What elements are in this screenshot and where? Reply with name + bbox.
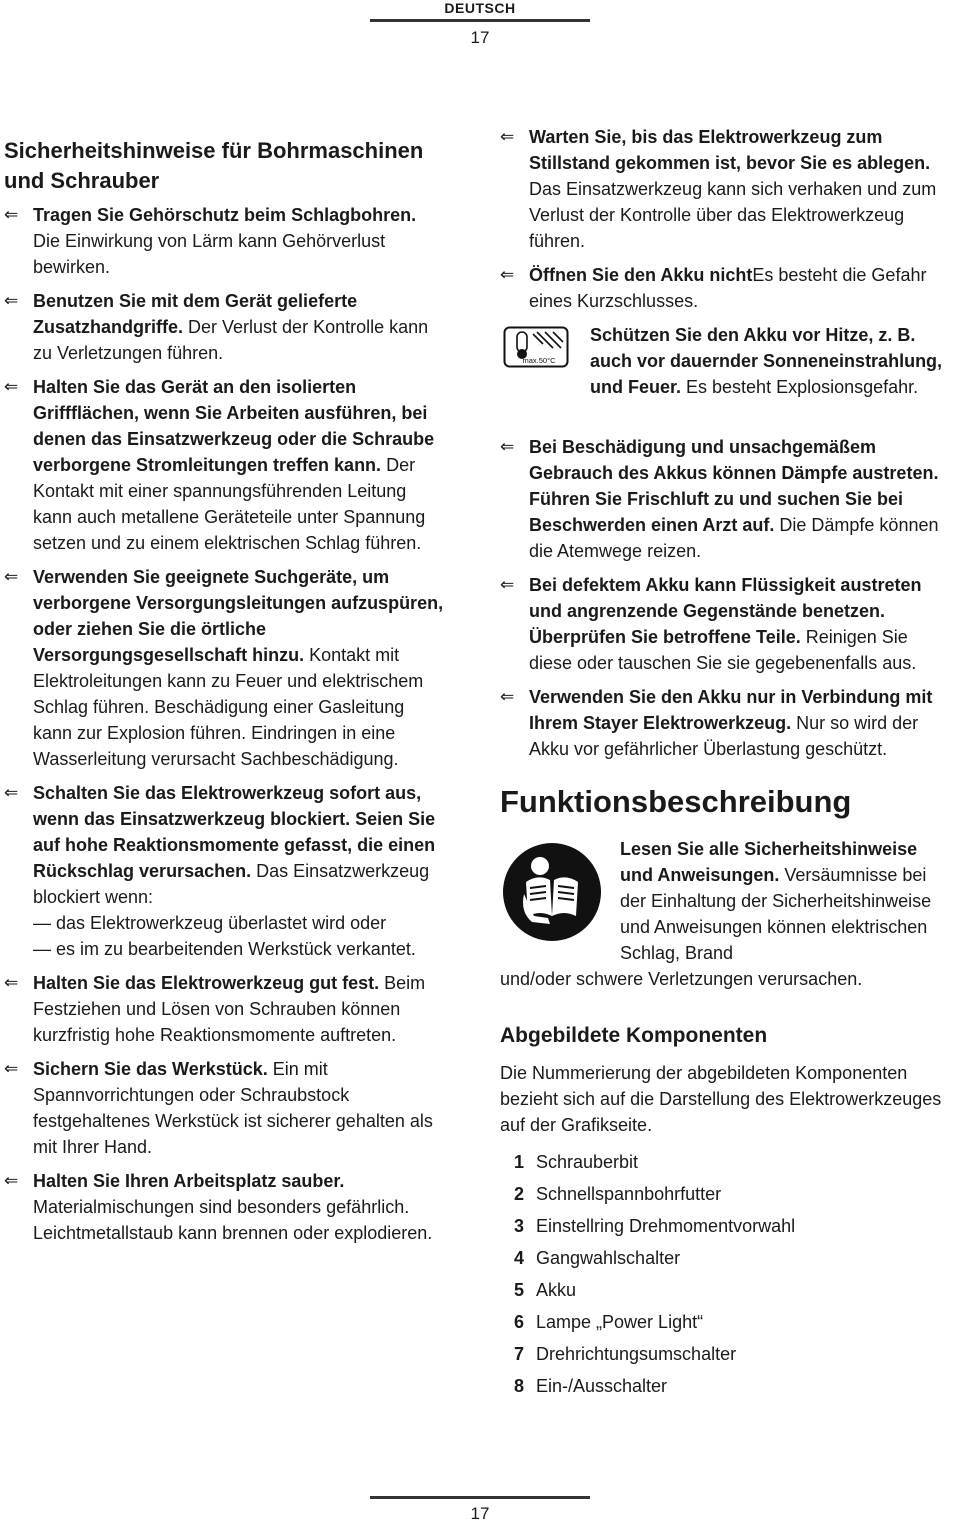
item-text: Es besteht die Gefahr eines Kurzschlusses. — [529, 265, 927, 311]
item-bold: Sichern Sie das Werkstück. — [33, 1059, 268, 1079]
safety-item — [500, 124, 950, 254]
item-label: Schrauberbit — [536, 1152, 639, 1172]
item-bold: Halten Sie das Gerät an den isolierten Griffflächen, wenn Sie Arbeiten ausführen, bei denen das Einsatzwerkzeug oder die Schraube verborgene Stromleitungen treffen kann. — [33, 377, 435, 475]
item-text: Nur so wird der Akku vor gefährlicher Überlastung geschützt. — [529, 713, 919, 759]
item-number: 5 — [514, 1280, 525, 1300]
item-bold: Schalten Sie das Elektrowerkzeug sofort aus, wenn das Einsatzwerkzeug blockiert. Seien Sie auf hohe Reaktionsmomente gefasst, die einen Rückschlag verursachen. — [33, 783, 436, 881]
item-text: Materialmischungen sind besonders gefährlich. Leichtmetallstaub kann brennen oder explodieren. — [33, 1197, 433, 1243]
safety-item — [4, 1056, 444, 1160]
item-text: Das Einsatzwerkzeug kann sich verhaken und zum Verlust der Kontrolle über das Elektrowerkzeug führen. — [529, 179, 937, 251]
components-intro: Die Nummerierung der abgebildeten Komponenten bezieht sich auf die Darstellung des Elektrowerkzeuges auf der Grafikseite. — [500, 1063, 942, 1135]
item-label: Gangwahlschalter — [536, 1248, 681, 1268]
item-bold: Benutzen Sie mit dem Gerät gelieferte Zusatzhandgriffe. — [33, 291, 358, 337]
item-number: 3 — [514, 1216, 525, 1236]
item-bold: Verwenden Sie den Akku nur in Verbindung mit Ihrem Stayer Elektrowerkzeug. — [529, 687, 933, 733]
language-label: DEUTSCH — [444, 0, 516, 16]
heat-warning — [500, 322, 950, 426]
header-rule — [370, 19, 590, 22]
warning-bold: Schützen Sie den Akku vor Hitze, z. B. auch vor dauernder Sonneneinstrahlung, und Feuer. — [590, 325, 943, 397]
left-column — [4, 136, 444, 1254]
item-label: Ein-/Ausschalter — [536, 1376, 668, 1396]
item-label: Lampe „Power Light“ — [536, 1312, 704, 1332]
manual-bold: Lesen Sie alle Sicherheitshinweise und Anweisungen. — [620, 839, 918, 885]
safety-item — [4, 374, 444, 556]
item-text: Ein mit Spannvorrichtungen oder Schraubstock festgehaltenes Werkstück ist sicherer gehalten als mit Ihrer Hand. — [33, 1059, 433, 1157]
item-text: Die Einwirkung von Lärm kann Gehörverlust bewirken. — [33, 231, 386, 277]
list-item — [514, 1146, 950, 1178]
components-heading: Abgebildete Komponenten — [500, 1024, 768, 1047]
manual-text: Versäumnisse bei der Einhaltung der Sicherheitshinweise und Anweisungen können elektrischen Schlag, Brand — [620, 865, 932, 963]
item-bold: Bei defektem Akku kann Flüssigkeit austreten und angrenzende Gegenstände benetzen. Überprüfen Sie betroffene Teile. — [529, 575, 922, 647]
components-list — [500, 1146, 950, 1402]
item-bold: Verwenden Sie geeignete Suchgeräte, um verborgene Versorgungsleitungen aufzuspüren, oder ziehen Sie die örtliche Versorgungsgesellschaft hinzu. — [33, 567, 444, 665]
safety-item — [500, 572, 950, 676]
section-heading-safety: Sicherheitshinweise für Bohrmaschinen und Schrauber — [4, 138, 424, 193]
safety-item — [4, 202, 444, 280]
safety-item — [4, 564, 444, 772]
arrow-icon: ⇐ — [500, 265, 515, 284]
safety-item — [4, 288, 444, 366]
read-manual-icon — [502, 842, 602, 942]
item-bold: Tragen Sie Gehörschutz beim Schlagbohren. — [33, 205, 417, 225]
item-bold: Bei Beschädigung und unsachgemäßem Gebrauch des Akkus können Dämpfe austreten. Führen Sie Frischluft zu und suchen Sie bei Beschwerden einen Arzt auf. — [529, 437, 939, 535]
safety-item — [500, 434, 950, 564]
arrow-icon: ⇐ — [4, 377, 19, 396]
manual-note — [500, 836, 950, 992]
arrow-icon: ⇐ — [500, 687, 515, 706]
safety-item — [4, 1168, 444, 1246]
list-item — [514, 1306, 950, 1338]
page-number-bottom: 17 — [470, 1504, 490, 1523]
item-text: Die Dämpfe können die Atemwege reizen. — [529, 515, 939, 561]
arrow-icon: ⇐ — [500, 437, 515, 456]
item-text: Reinigen Sie diese oder tauschen Sie sie gegebenenfalls aus. — [529, 627, 917, 673]
footer-rule — [370, 1496, 590, 1499]
item-bold: Halten Sie das Elektrowerkzeug gut fest. — [33, 973, 380, 993]
item-text: Der Verlust der Kontrolle kann zu Verletzungen führen. — [33, 317, 429, 363]
list-item — [514, 1210, 950, 1242]
safety-item — [500, 262, 950, 314]
item-number: 2 — [514, 1184, 525, 1204]
arrow-icon: ⇐ — [4, 567, 19, 586]
safety-item — [4, 970, 444, 1048]
list-item — [514, 1338, 950, 1370]
dash-line: — das Elektrowerkzeug überlastet wird oder — [33, 913, 387, 933]
dash-line: — es im zu bearbeitenden Werkstück verkantet. — [33, 939, 416, 959]
item-number: 1 — [514, 1152, 525, 1172]
item-text: Das Einsatzwerkzeug blockiert wenn: — [33, 861, 430, 907]
item-text: Beim Festziehen und Lösen von Schrauben können kurzfristig hohe Reaktionsmomente auftreten. — [33, 973, 426, 1045]
page-footer — [370, 1490, 590, 1522]
arrow-icon: ⇐ — [4, 1171, 19, 1190]
item-number: 4 — [514, 1248, 525, 1268]
list-item — [514, 1274, 950, 1306]
arrow-icon: ⇐ — [500, 575, 515, 594]
item-text: Der Kontakt mit einer spannungsführenden Leitung kann auch metallene Geräteteile unter Spannung setzen und zu einem elektrischen Schlag führen. — [33, 455, 426, 553]
arrow-icon: ⇐ — [4, 973, 19, 992]
item-bold: Öffnen Sie den Akku nicht — [529, 265, 753, 285]
item-bold: Warten Sie, bis das Elektrowerkzeug zum Stillstand gekommen ist, bevor Sie es ablegen. — [529, 127, 931, 173]
list-item — [514, 1178, 950, 1210]
item-number: 6 — [514, 1312, 525, 1332]
arrow-icon: ⇐ — [4, 783, 19, 802]
list-item — [514, 1242, 950, 1274]
item-label: Einstellring Drehmomentvorwahl — [536, 1216, 796, 1236]
page-header — [370, 0, 590, 60]
page-number-top: 17 — [470, 28, 490, 47]
safety-item — [4, 780, 444, 962]
item-label: Akku — [536, 1280, 577, 1300]
item-number: 7 — [514, 1344, 525, 1364]
item-label: Drehrichtungsumschalter — [536, 1344, 737, 1364]
item-number: 8 — [514, 1376, 525, 1396]
arrow-icon: ⇐ — [4, 1059, 19, 1078]
list-item — [514, 1370, 950, 1402]
function-heading: Funktionsbeschreibung — [500, 784, 852, 819]
item-text: Kontakt mit Elektroleitungen kann zu Feuer und elektrischem Schlag führen. Beschädigung einer Gasleitung kann zur Explosion führen. Eindringen in eine Wasserleitung verursacht Sachbeschädigung. — [33, 645, 424, 769]
item-label: Schnellspannbohrfutter — [536, 1184, 722, 1204]
arrow-icon: ⇐ — [4, 291, 19, 310]
manual-tail: und/oder schwere Verletzungen verursachen. — [500, 969, 863, 989]
icon-temperature-label: max.50°C — [522, 356, 556, 365]
arrow-icon: ⇐ — [500, 127, 515, 146]
safety-item — [500, 684, 950, 762]
arrow-icon: ⇐ — [4, 205, 19, 224]
max-temperature-icon — [503, 326, 569, 368]
warning-text: Es besteht Explosionsgefahr. — [681, 377, 919, 397]
item-bold: Halten Sie Ihren Arbeitsplatz sauber. — [33, 1171, 345, 1191]
right-column — [500, 124, 950, 1402]
